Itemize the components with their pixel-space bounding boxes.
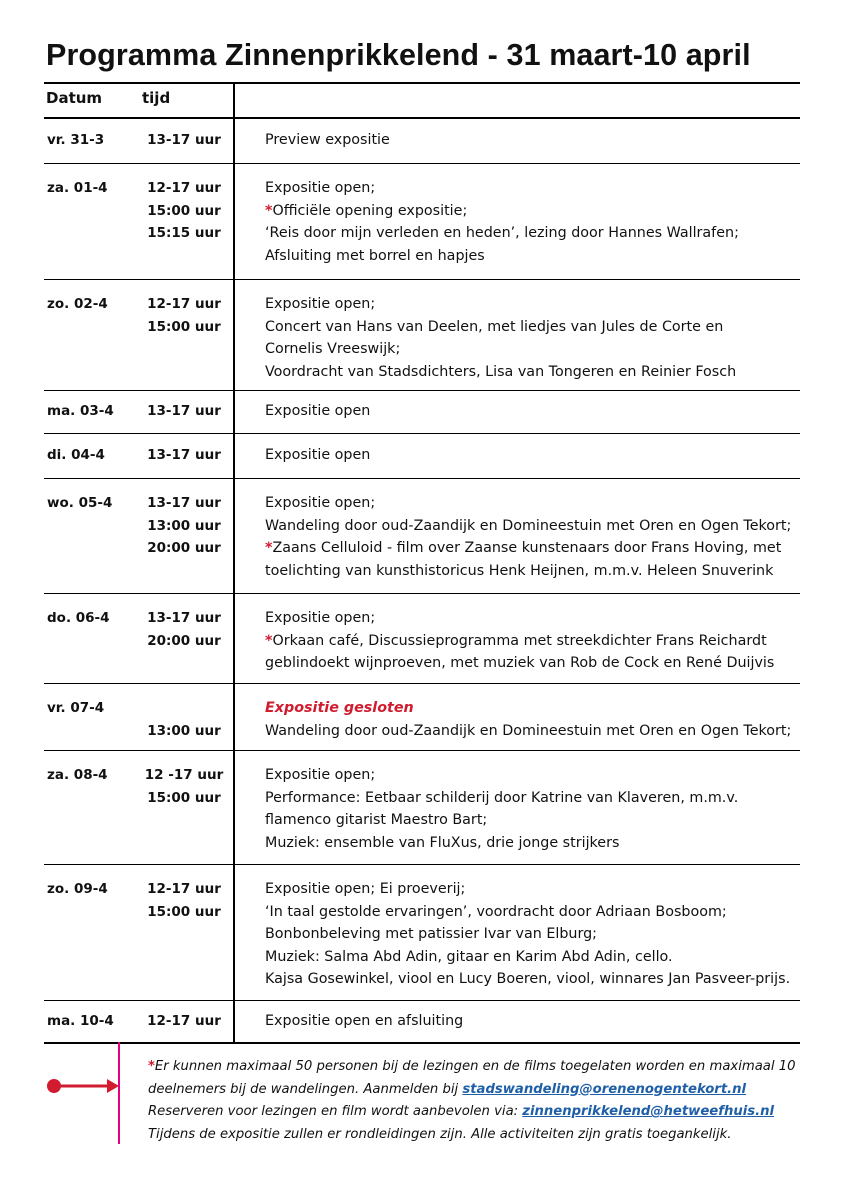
activity-line (265, 129, 810, 152)
activity-line (265, 901, 810, 924)
activity-line (265, 764, 810, 787)
footnote-line (148, 1056, 828, 1079)
time-slot: 12 -17 uur (144, 767, 224, 783)
table-row (44, 593, 800, 683)
activity-line (265, 537, 810, 560)
text-segment: Expositie open; (265, 610, 376, 626)
table-row (44, 118, 800, 163)
time-slot: 13-17 uur (147, 132, 221, 148)
activity-line (265, 444, 810, 467)
row-activities (265, 129, 810, 152)
activity-line (265, 923, 810, 946)
activity-line (265, 720, 810, 743)
text-segment: Preview expositie (265, 132, 390, 148)
activity-line (265, 200, 810, 223)
row-activities (265, 697, 810, 742)
table-row (44, 864, 800, 1000)
activity-line (265, 832, 810, 855)
row-times (139, 400, 229, 423)
table-row (44, 279, 800, 390)
text-segment: Expositie open; (265, 495, 376, 511)
activity-line (265, 338, 810, 361)
text-segment: Cornelis Vreeswijk; (265, 341, 401, 358)
row-times (139, 764, 229, 809)
asterisk-marker: * (265, 202, 273, 219)
arrow-icon (45, 1075, 121, 1097)
closed-label: Expositie gesloten (265, 700, 414, 716)
activity-line (265, 560, 810, 583)
row-times (139, 129, 229, 152)
time-slot: 15:00 uur (147, 202, 221, 219)
time-slot: 12-17 uur (147, 180, 221, 196)
activity-line (265, 245, 810, 268)
time-slot: 13-17 uur (147, 495, 221, 511)
row-activities (265, 293, 810, 383)
footnote (148, 1056, 828, 1146)
activity-line (265, 515, 810, 538)
text-segment: Kajsa Gosewinkel, viool en Lucy Boeren, viool, winnares Jan Pasveer-prijs. (265, 971, 791, 988)
text-segment: Concert van Hans van Deelen, met liedjes van Jules de Corte en (265, 318, 724, 335)
text-segment: Tijdens de expositie zullen er rondleidingen zijn. Alle activiteiten zijn gratis toegankelijk. (148, 1126, 732, 1142)
table-row (44, 478, 800, 593)
activity-line (265, 361, 810, 384)
row-times (139, 492, 229, 560)
activity-line (265, 177, 810, 200)
text-segment: Wandeling door oud-Zaandijk en Domineestuin met Oren en Ogen Tekort; (265, 722, 792, 739)
text-segment: Orkaan café, Discussieprogramma met streekdichter Frans Reichardt (272, 632, 767, 649)
title-rule (44, 82, 800, 84)
activity-line (265, 293, 810, 316)
time-slot: 13-17 uur (147, 447, 221, 463)
activity-line (265, 630, 810, 653)
text-segment: Expositie open; Ei proeverij; (265, 881, 466, 897)
time-slot: 15:00 uur (147, 903, 221, 920)
row-times (139, 293, 229, 338)
text-segment: Reserveren voor lezingen en film wordt aanbevolen via: (148, 1104, 523, 1119)
row-date: di. 04-4 (47, 447, 105, 463)
text-segment: Expositie open; (265, 180, 376, 196)
row-date: vr. 31-3 (47, 132, 105, 148)
time-slot: 12-17 uur (147, 1013, 221, 1029)
row-date: do. 06-4 (47, 610, 110, 626)
text-segment: Afsluiting met borrel en hapjes (265, 247, 485, 264)
row-times (139, 697, 229, 742)
row-date: za. 08-4 (47, 767, 108, 783)
row-activities (265, 400, 810, 423)
text-segment: Muziek: ensemble van FluXus, drie jonge strijkers (265, 834, 620, 851)
page-title: Programma Zinnenprikkelend - 31 maart-10 april (46, 38, 751, 72)
activity-line (265, 652, 810, 675)
text-segment: Muziek: Salma Abd Adin, gitaar en Karim Abd Adin, cello. (265, 948, 673, 965)
time-slot: 13-17 uur (147, 610, 221, 626)
text-segment: Wandeling door oud-Zaandijk en Domineestuin met Oren en Ogen Tekort; (265, 517, 792, 534)
text-segment: flamenco gitarist Maestro Bart; (265, 812, 488, 829)
activity-line (265, 878, 810, 901)
time-slot: 20:00 uur (147, 632, 221, 649)
row-date: ma. 10-4 (47, 1013, 114, 1029)
row-activities (265, 764, 810, 854)
footnote-line (148, 1124, 828, 1147)
row-times (139, 607, 229, 652)
text-segment: Er kunnen maximaal 50 personen bij de lezingen en de films toegelaten worden en maximaal 10 (154, 1059, 796, 1074)
activity-line (265, 787, 810, 810)
text-segment: Expositie open; (265, 296, 376, 312)
row-date: vr. 07-4 (47, 700, 105, 716)
activity-line (265, 1010, 810, 1033)
row-date: wo. 05-4 (47, 495, 113, 511)
asterisk-marker: * (265, 540, 273, 557)
text-segment: Expositie open (265, 447, 371, 463)
text-segment: toelichting van kunsthistoricus Henk Heijnen, m.m.v. Heleen Snuverink (265, 562, 774, 579)
table-row (44, 750, 800, 864)
row-date: zo. 02-4 (47, 296, 108, 312)
table-row (44, 390, 800, 433)
activity-line (265, 946, 810, 969)
text-segment: Officiële opening expositie; (272, 202, 468, 219)
text-segment: geblindoekt wijnproeven, met muziek van Rob de Cock en René Duijvis (265, 655, 775, 672)
text-segment: Expositie open (265, 403, 371, 419)
time-slot: 13:00 uur (147, 517, 221, 534)
activity-line (265, 809, 810, 832)
table-row (44, 1000, 800, 1042)
row-date: ma. 03-4 (47, 403, 114, 419)
activity-line (265, 222, 810, 245)
time-slot: 12-17 uur (147, 296, 221, 312)
row-times (139, 1010, 229, 1033)
activity-line (265, 607, 810, 630)
time-slot: 20:00 uur (147, 540, 221, 557)
time-slot: 15:00 uur (147, 318, 221, 335)
email-link[interactable]: stadswandeling@orenenogentekort.nl (462, 1081, 747, 1097)
text-segment: ‘Reis door mijn verleden en heden’, lezing door Hannes Wallrafen; (265, 225, 739, 242)
asterisk-marker: * (265, 632, 273, 649)
text-segment: Voordracht van Stadsdichters, Lisa van Tongeren en Reinier Fosch (265, 363, 737, 380)
table-row (44, 683, 800, 750)
text-segment: Bonbonbeleving met patissier Ivar van Elburg; (265, 926, 597, 943)
row-activities (265, 177, 810, 267)
activity-line (265, 316, 810, 339)
text-segment: Zaans Celluloid - film over Zaanse kunstenaars door Frans Hoving, met (272, 540, 782, 557)
row-activities (265, 1010, 810, 1033)
activity-line (265, 968, 810, 991)
row-divider (44, 1042, 800, 1044)
row-date: za. 01-4 (47, 180, 108, 196)
time-slot (139, 697, 229, 720)
text-segment: deelnemers bij de wandelingen. Aanmelden bij (148, 1081, 463, 1097)
footnote-line (148, 1101, 828, 1124)
footnote-line (148, 1079, 828, 1102)
activity-line (265, 492, 810, 515)
row-times (139, 444, 229, 467)
asterisk-marker: * (148, 1059, 155, 1074)
row-activities (265, 607, 810, 675)
time-slot: 13:00 uur (147, 722, 221, 739)
row-activities (265, 444, 810, 467)
header-datum: Datum (46, 89, 103, 107)
text-segment: ‘In taal gestolde ervaringen’, voordracht door Adriaan Bosboom; (265, 903, 727, 920)
time-slot: 12-17 uur (147, 881, 221, 897)
text-segment: Expositie open en afsluiting (265, 1013, 464, 1029)
row-date: zo. 09-4 (47, 881, 108, 897)
header-tijd: tijd (142, 89, 171, 107)
table-row (44, 433, 800, 478)
text-segment: Performance: Eetbaar schilderij door Katrine van Klaveren, m.m.v. (265, 789, 739, 806)
row-times (139, 177, 229, 245)
row-times (139, 878, 229, 923)
activity-line (265, 400, 810, 423)
table-row (44, 163, 800, 279)
row-activities (265, 492, 810, 582)
time-slot: 15:00 uur (147, 789, 221, 806)
activity-line (265, 697, 810, 720)
email-link[interactable]: zinnenprikkelend@hetweefhuis.nl (522, 1104, 775, 1119)
row-activities (265, 878, 810, 991)
time-slot: 13-17 uur (147, 403, 221, 419)
time-slot: 15:15 uur (147, 225, 221, 242)
text-segment: Expositie open; (265, 767, 376, 783)
